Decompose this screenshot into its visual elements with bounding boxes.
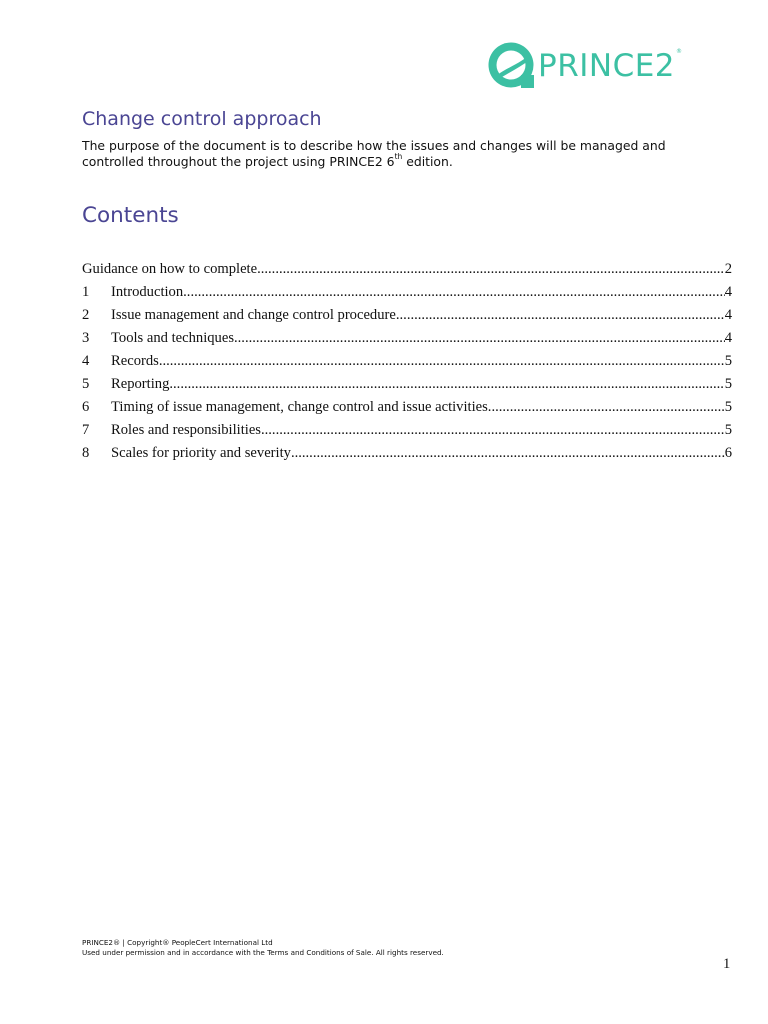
toc-entry-number: 1: [82, 284, 90, 300]
toc-dot-leader: [257, 261, 725, 278]
toc-entry-page: 2: [724, 261, 732, 277]
toc-entry-number: 4: [82, 353, 90, 369]
toc-dot-leader: [183, 284, 725, 301]
toc-entry-page: 5: [724, 376, 732, 392]
edition-superscript: th: [394, 152, 403, 162]
toc-entry-records[interactable]: [82, 353, 732, 376]
toc-entry-title: Reporting: [111, 376, 170, 392]
toc-entry-timing[interactable]: [82, 399, 732, 422]
toc-entry-introduction[interactable]: [82, 284, 732, 307]
toc-entry-title: Introduction: [111, 284, 184, 300]
footer-permission-notice: Used under permission and in accordance with the Terms and Conditions of Sale. All rights reserved.: [82, 947, 444, 957]
table-of-contents: [82, 261, 732, 468]
document-title: Change control approach: [82, 108, 322, 130]
prince2-q-logo-icon: [488, 42, 534, 88]
purpose-paragraph: [82, 138, 722, 169]
page-footer: [82, 938, 444, 957]
toc-entry-title: Issue management and change control procedure: [111, 307, 396, 323]
toc-entry-title: Tools and techniques: [111, 330, 234, 346]
toc-dot-leader: [396, 307, 725, 324]
toc-entry-page: 4: [724, 284, 732, 300]
purpose-text-end: edition.: [402, 153, 453, 169]
toc-entry-title: Guidance on how to complete: [82, 261, 258, 277]
logo-registered-mark: ®: [676, 47, 683, 55]
toc-entry-title: Scales for priority and severity: [111, 445, 291, 461]
logo-wordmark: PRINCE2: [538, 47, 676, 84]
toc-entry-number: 5: [82, 376, 90, 392]
toc-entry-tools[interactable]: [82, 330, 732, 353]
toc-entry-number: 7: [82, 422, 90, 438]
toc-entry-reporting[interactable]: [82, 376, 732, 399]
toc-entry-number: 8: [82, 445, 90, 461]
purpose-text: The purpose of the document is to describe how the issues and changes will be managed and controlled throughout the project using PRINCE2 6: [82, 138, 666, 169]
toc-entry-number: 3: [82, 330, 90, 346]
toc-entry-page: 6: [724, 445, 732, 461]
toc-dot-leader: [234, 330, 725, 347]
page-number: 1: [723, 956, 731, 972]
toc-entry-page: 5: [724, 422, 732, 438]
toc-entry-issue-management[interactable]: [82, 307, 732, 330]
toc-entry-title: Roles and responsibilities: [111, 422, 261, 438]
toc-entry-page: 5: [724, 399, 732, 415]
toc-entry-page: 5: [724, 353, 732, 369]
toc-dot-leader: [291, 445, 725, 462]
toc-entry-page: 4: [724, 307, 732, 323]
toc-dot-leader: [261, 422, 725, 439]
prince2-logo: [488, 41, 738, 89]
toc-entry-number: 2: [82, 307, 90, 323]
toc-entry-page: 4: [724, 330, 732, 346]
toc-entry-roles[interactable]: [82, 422, 732, 445]
footer-copyright: PRINCE2® | Copyright® PeopleCert International Ltd: [82, 938, 273, 947]
toc-dot-leader: [169, 376, 724, 393]
toc-entry-guidance[interactable]: [82, 261, 732, 284]
toc-dot-leader: [159, 353, 725, 370]
toc-dot-leader: [488, 399, 725, 416]
toc-entry-scales[interactable]: [82, 445, 732, 468]
toc-entry-title: Records: [111, 353, 159, 369]
toc-entry-title: Timing of issue management, change control and issue activities: [111, 399, 488, 415]
toc-entry-number: 6: [82, 399, 90, 415]
contents-heading: Contents: [82, 203, 179, 228]
